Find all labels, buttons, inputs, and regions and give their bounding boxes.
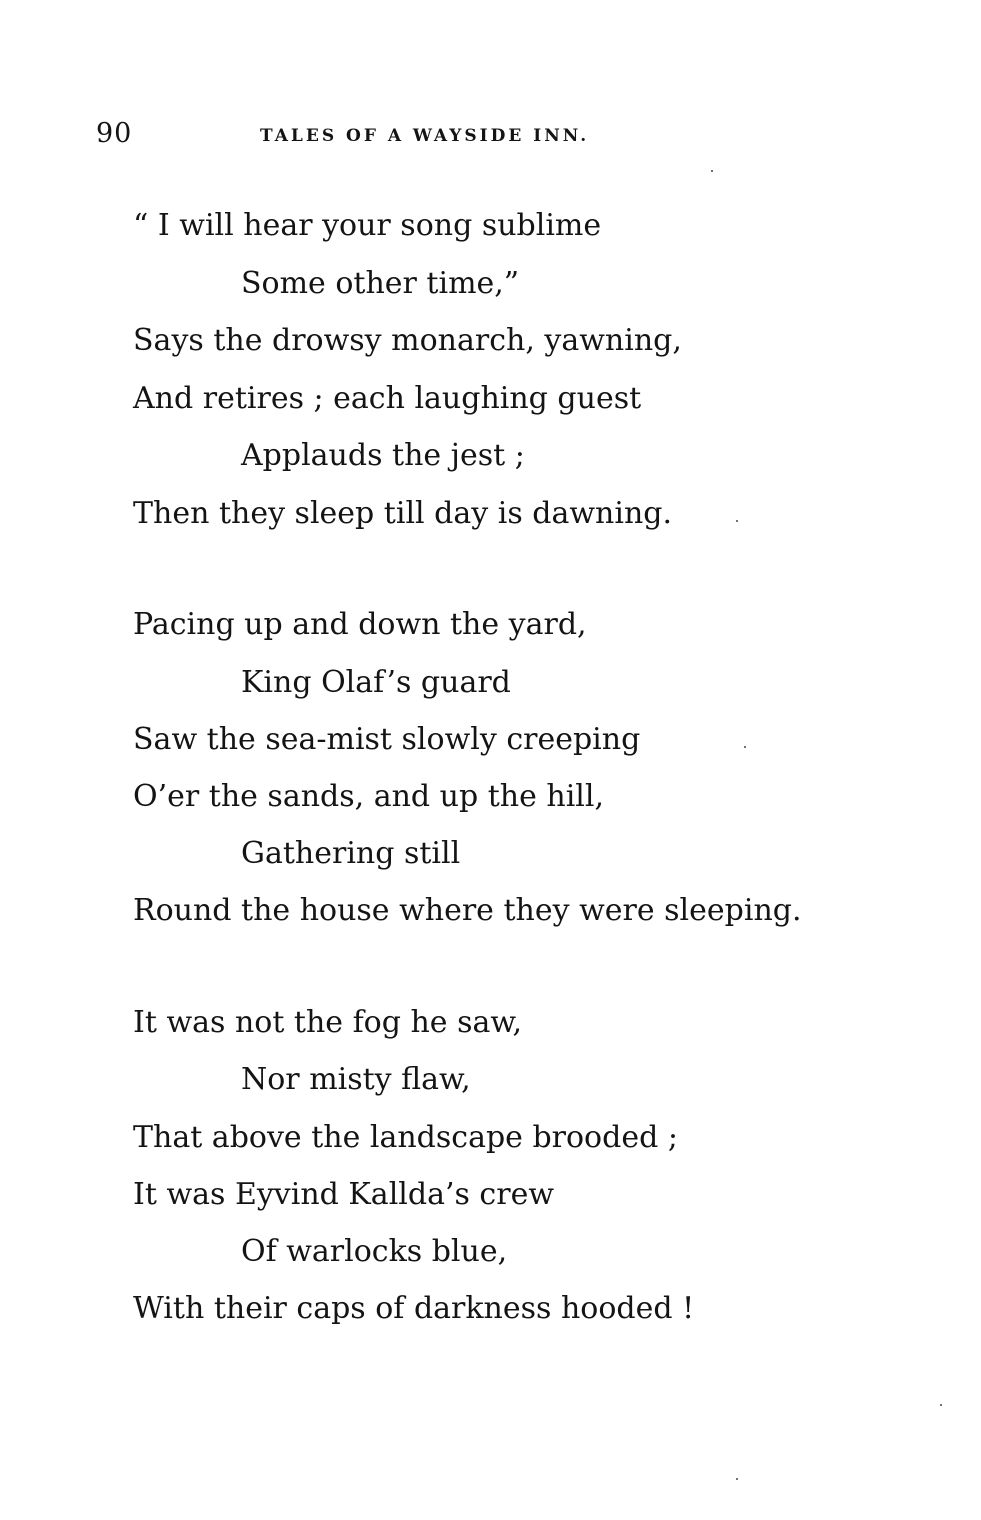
scan-speck [736,520,738,522]
poem-line: It was not the fog he saw, [133,1005,523,1040]
scan-speck [736,1478,738,1480]
poem-line: Saw the sea-mist slowly creeping [133,722,641,757]
poem-line: Some other time,” [241,266,520,301]
poem-line: Nor misty flaw, [241,1062,471,1097]
poem-line: Gathering still [241,836,461,871]
poem-line: And retires ; each laughing guest [133,381,642,416]
poem-line: With their caps of darkness hooded ! [133,1291,695,1326]
scan-speck [744,746,746,748]
poem-line: Applauds the jest ; [241,438,525,473]
poem-line: Then they sleep till day is dawning. [133,496,673,531]
poem-line: Says the drowsy monarch, yawning, [133,323,682,358]
poem-line: Round the house where they were sleeping. [133,893,802,928]
poem-line: It was Eyvind Kallda’s crew [133,1177,555,1212]
running-title: TALES OF A WAYSIDE INN. [260,126,590,146]
poem-line: That above the landscape brooded ; [133,1120,678,1155]
page-number: 90 [96,118,133,149]
running-head [96,118,716,158]
scan-speck [711,170,713,172]
poem-line: King Olaf’s guard [241,665,511,700]
poem-line: Pacing up and down the yard, [133,607,587,642]
poem-line: O’er the sands, and up the hill, [133,779,605,814]
poem-line: “ I will hear your song sublime [133,208,602,243]
scan-speck [940,1404,942,1406]
poem-line: Of warlocks blue, [241,1234,508,1269]
